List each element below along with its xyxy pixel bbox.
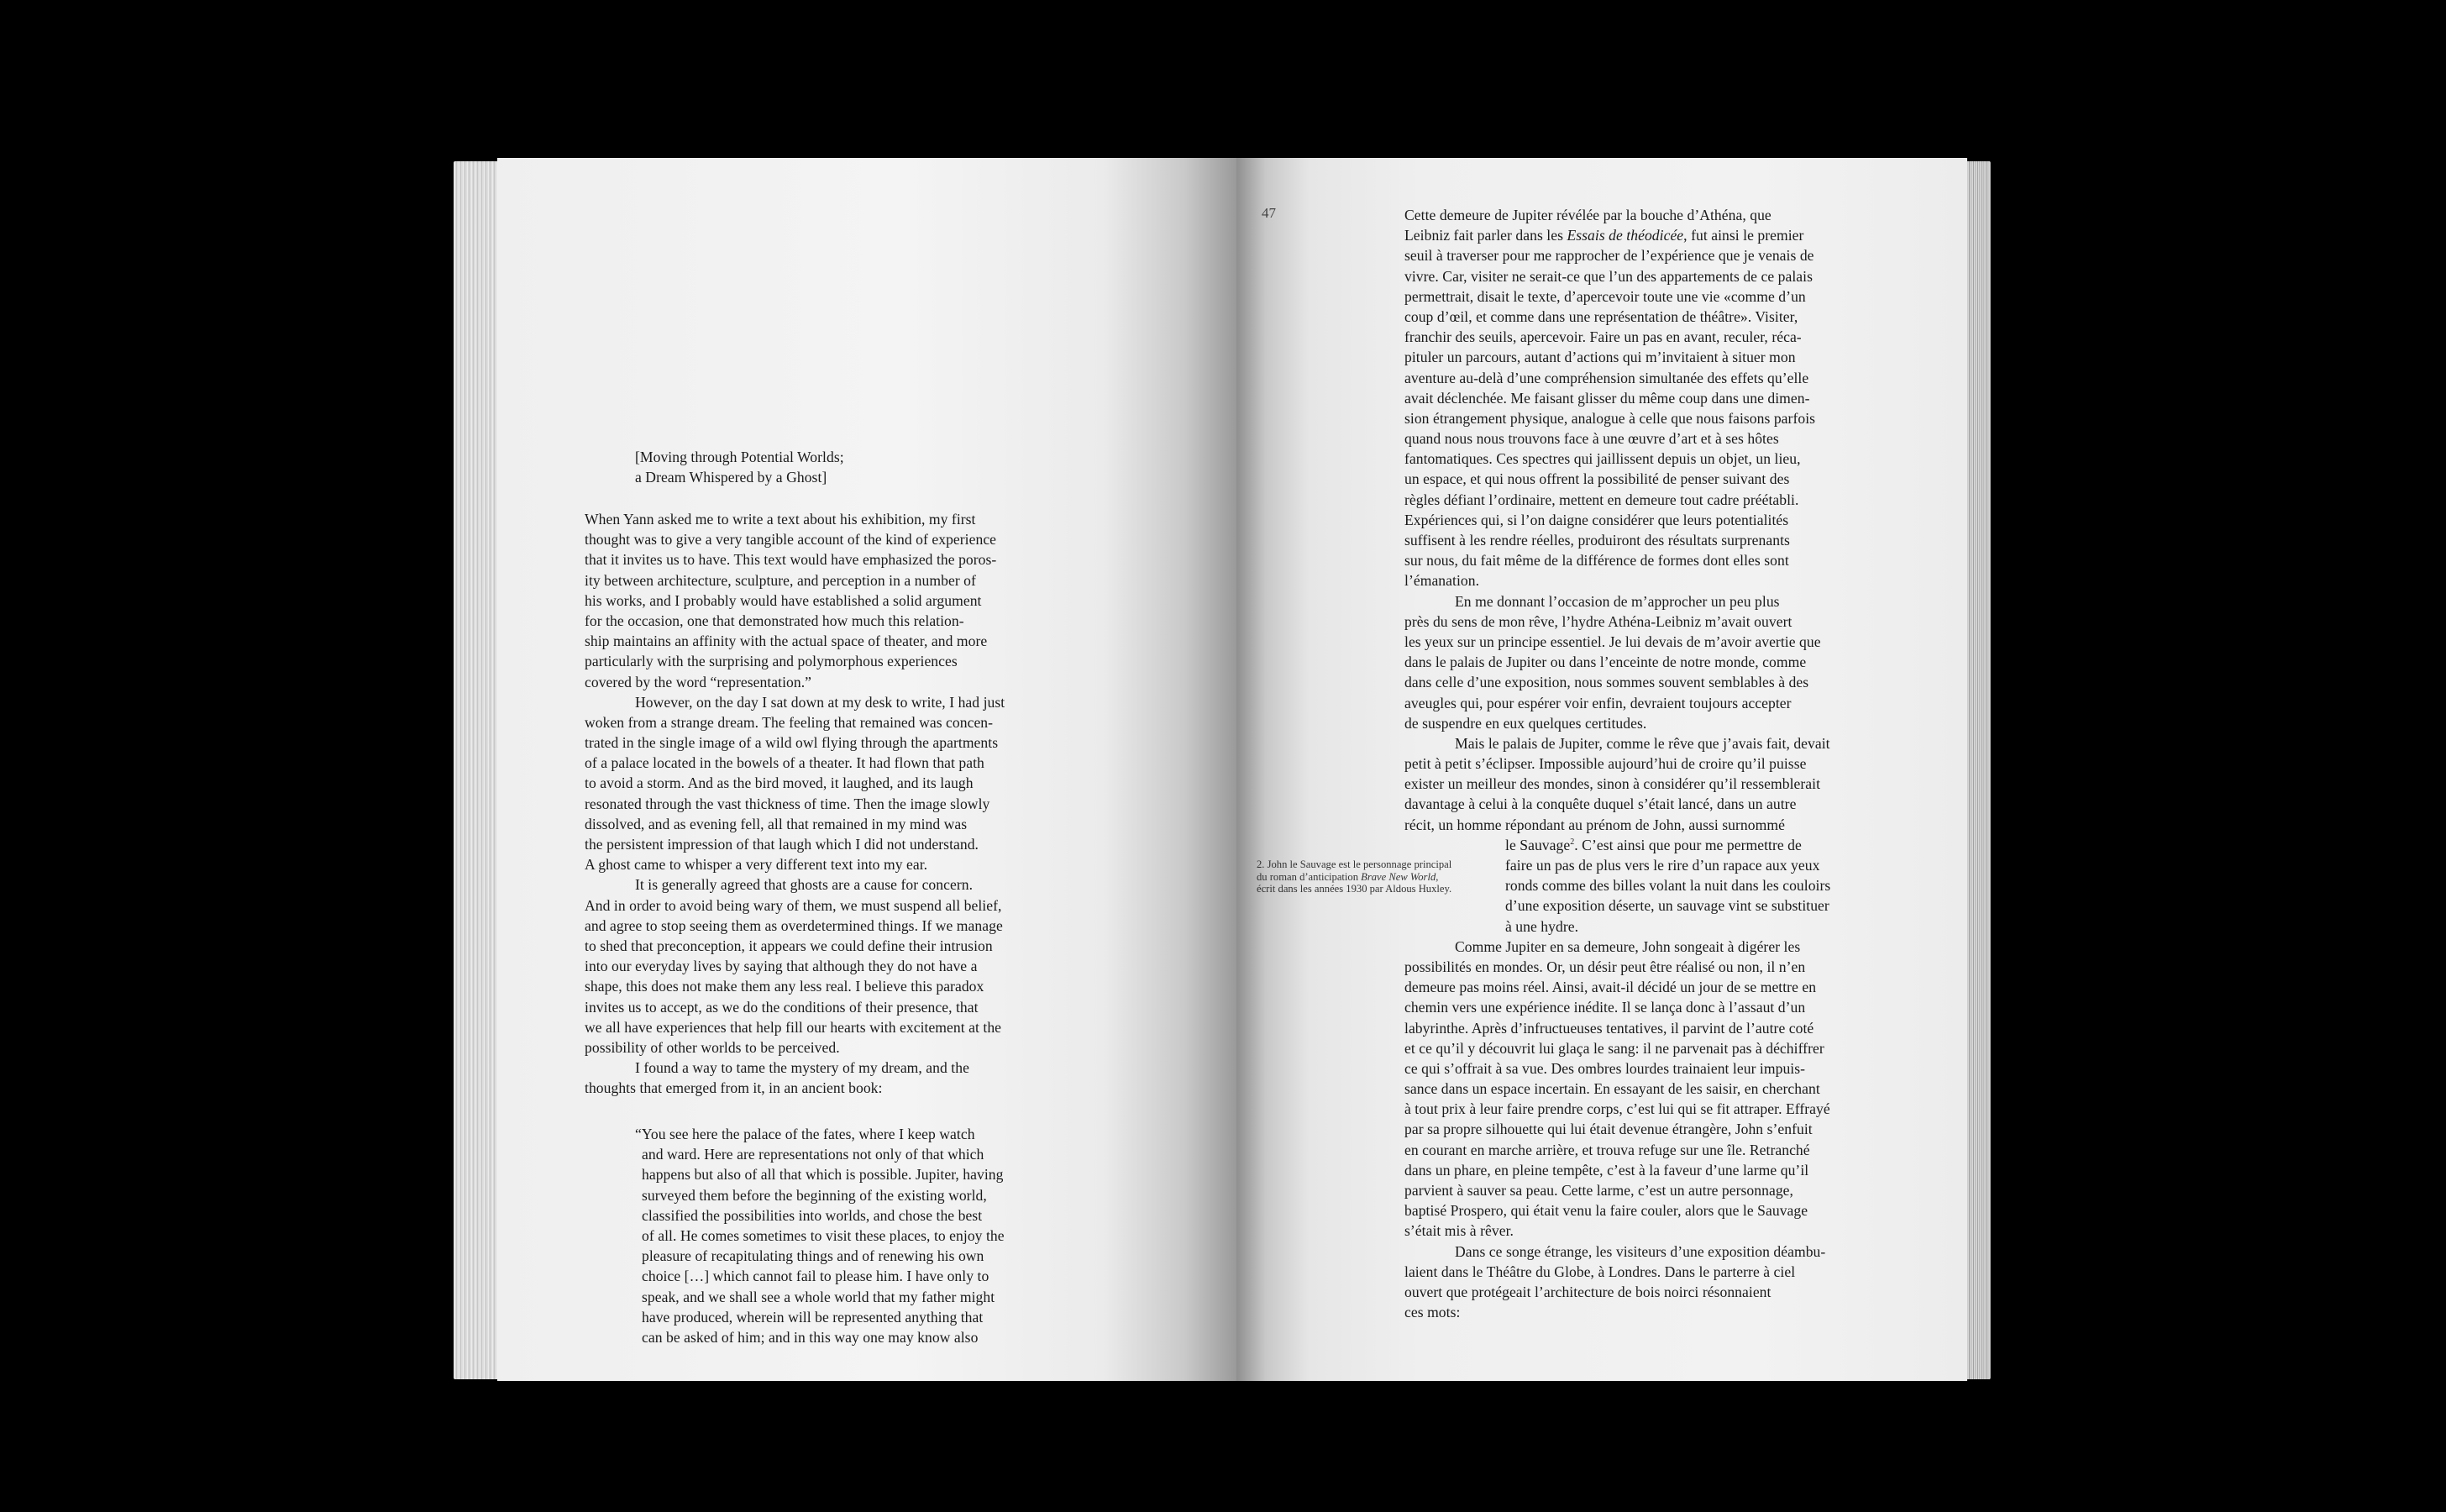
text-line: parvient à sauver sa peau. Cette larme, c’est un autre personnage, xyxy=(1404,1182,1793,1199)
text-line: Dans ce songe étrange, les visiteurs d’une exposition déambu- xyxy=(1455,1242,1826,1260)
footnote xyxy=(1257,858,1451,895)
right-page xyxy=(1236,158,1967,1381)
text-line: of all. He comes sometimes to visit these places, to enjoy the xyxy=(642,1226,1005,1244)
text-line: faire un pas de plus vers le rire d’un rapace aux yeux xyxy=(1505,857,1820,874)
text-line: fantomatiques. Ces spectres qui jaillissent depuis un objet, un lieu, xyxy=(1404,450,1801,468)
text-line: pituler un parcours, autant d’actions qui m’invitaient à situer mon xyxy=(1404,349,1796,366)
text-line: en courant en marche arrière, et trouva refuge sur une île. Retranché xyxy=(1404,1141,1810,1158)
text-line: les yeux sur un principe essentiel. Je lui devais de m’avoir avertie que xyxy=(1404,633,1821,650)
text-line: seuil à traverser pour me rapprocher de l’expérience que je venais de xyxy=(1404,247,1814,265)
text-line: we all have experiences that help fill our hearts with excitement at the xyxy=(585,1018,1002,1036)
text-line: l’émanation. xyxy=(1404,572,1480,590)
text-line: of a palace located in the bowels of a theater. It had flown that path xyxy=(585,754,984,772)
text-line: par sa propre silhouette qui lui était devenue étrangère, John s’enfuit xyxy=(1404,1121,1813,1138)
text-line: surveyed them before the beginning of the existing world, xyxy=(642,1186,987,1204)
text-line: ity between architecture, sculpture, and perception in a number of xyxy=(585,571,976,589)
text-line: speak, and we shall see a whole world that my father might xyxy=(642,1288,995,1305)
text-line: Leibniz fait parler dans les Essais de théodicée, fut ainsi le premier xyxy=(1404,227,1804,244)
footnote-line: écrit dans les années 1930 par Aldous Huxley. xyxy=(1257,883,1452,895)
text-line: s’était mis à rêver. xyxy=(1404,1222,1514,1240)
text-line: baptisé Prospero, qui était venu la faire couler, alors que le Sauvage xyxy=(1404,1202,1808,1220)
text-line: classified the possibilities into worlds, and chose the best xyxy=(642,1206,983,1224)
text-line: près du sens de mon rêve, l’hydre Athéna-Leibniz m’avait ouvert xyxy=(1404,612,1793,630)
text-line: ces mots: xyxy=(1404,1304,1461,1321)
left-page xyxy=(497,158,1236,1381)
text-line: invites us to accept, as we do the conditions of their presence, that xyxy=(585,998,979,1016)
text-line: d’une exposition déserte, un sauvage vint se substituer xyxy=(1505,897,1829,915)
text-line: chemin vers une expérience inédite. Il se lança donc à l’assaut d’un xyxy=(1404,999,1806,1016)
text-line: ronds comme des billes volant la nuit dans les couloirs xyxy=(1505,877,1831,895)
text-line: exister un meilleur des mondes, sinon à considérer qu’il ressemblerait xyxy=(1404,775,1821,793)
text-line: and agree to stop seeing them as overdetermined things. If we manage xyxy=(585,916,1003,934)
text-line: his works, and I probably would have established a solid argument xyxy=(585,591,982,609)
text-line: woken from a strange dream. The feeling that remained was concen- xyxy=(585,713,994,731)
text-line: à une hydre. xyxy=(1505,917,1579,935)
title-line: [Moving through Potential Worlds; xyxy=(635,449,844,465)
text-line: However, on the day I sat down at my desk to write, I had just xyxy=(635,693,1005,711)
text-line: Expériences qui, si l’on daigne considérer que leurs potentialités xyxy=(1404,511,1789,528)
text-line: laient dans le Théâtre du Globe, à Londres. Dans le parterre à ciel xyxy=(1404,1263,1796,1280)
text-line: dans le palais de Jupiter ou dans l’enceinte de notre monde, comme xyxy=(1404,654,1807,671)
text-line: pleasure of recapitulating things and of renewing his own xyxy=(642,1247,984,1265)
text-line: aveugles qui, pour espérer voir enfin, devraient toujours accepter xyxy=(1404,694,1792,711)
text-line: franchir des seuils, apercevoir. Faire un pas en avant, reculer, réca- xyxy=(1404,328,1802,346)
essay-title xyxy=(635,447,844,487)
footnote-line: du roman d’anticipation Brave New World, xyxy=(1257,870,1439,883)
text-line: En me donnant l’occasion de m’approcher un peu plus xyxy=(1455,592,1780,610)
text-line: that it invites us to have. This text would have emphasized the poros- xyxy=(585,551,997,569)
text-line: possibility of other worlds to be perceived. xyxy=(585,1038,840,1056)
text-line: possibilités en mondes. Or, un désir peut être réalisé ou non, il n’en xyxy=(1404,958,1806,975)
text-line: A ghost came to whisper a very different text into my ear. xyxy=(585,856,928,874)
text-line: ce qui s’offrait à sa vue. Des ombres lourdes trainaient leur impuis- xyxy=(1404,1059,1806,1077)
text-line: shape, this does not make them any less real. I believe this paradox xyxy=(585,978,984,995)
text-line: le Sauvage$^2$. C’est ainsi que pour me permettre de xyxy=(1505,836,1802,853)
text-line: un espace, et qui nous offrent la possibilité de penser suivant des xyxy=(1404,470,1790,488)
text-line: have produced, wherein will be represented anything that xyxy=(642,1308,984,1326)
text-line: Comme Jupiter en sa demeure, John songeait à digérer les xyxy=(1455,937,1801,955)
text-line: récit, un homme répondant au prénom de John, aussi surnommé xyxy=(1404,816,1785,833)
text-line: dans celle d’une exposition, nous sommes souvent semblables à des xyxy=(1404,674,1809,691)
text-line: When Yann asked me to write a text about his exhibition, my first xyxy=(585,511,976,528)
right-body-text xyxy=(1404,205,1830,1322)
text-line: for the occasion, one that demonstrated how much this relation- xyxy=(585,612,964,629)
text-line: quand nous nous trouvons face à une œuvre d’art et à ses hôtes xyxy=(1404,430,1779,448)
text-line: I found a way to tame the mystery of my dream, and the xyxy=(635,1059,969,1077)
text-line: thought was to give a very tangible account of the kind of experience xyxy=(585,531,997,549)
text-line: resonated through the vast thickness of time. Then the image slowly xyxy=(585,795,990,812)
text-line: particularly with the surprising and polymorphous experiences xyxy=(585,653,958,670)
text-line: ship maintains an affinity with the actual space of theater, and more xyxy=(585,633,988,650)
text-line: règles défiant l’ordinaire, mettent en demeure tout cadre préétabli. xyxy=(1404,491,1799,508)
text-line: to shed that preconception, it appears we could define their intrusion xyxy=(585,937,993,954)
text-line: sance dans un espace incertain. En essayant de les saisir, en cherchant xyxy=(1404,1080,1820,1098)
text-line: Cette demeure de Jupiter révélée par la bouche d’Athéna, que xyxy=(1404,207,1772,223)
text-line: trated in the single image of a wild owl flying through the apartments xyxy=(585,734,999,752)
text-line: vivre. Car, visiter ne serait-ce que l’un des appartements de ce palais xyxy=(1404,267,1813,285)
text-line: “You see here the palace of the fates, where I keep watch xyxy=(635,1126,975,1142)
text-line: ouvert que protégeait l’architecture de bois noirci résonnaient xyxy=(1404,1283,1772,1300)
text-line: and ward. Here are representations not only of that which xyxy=(642,1146,984,1163)
text-line: dans un phare, en pleine tempête, c’est à la faveur d’une larme qu’il xyxy=(1404,1161,1809,1179)
text-line: happens but also of all that which is possible. Jupiter, having xyxy=(642,1166,1004,1184)
text-line: coup d’œil, et comme dans une représentation de théâtre». Visiter, xyxy=(1404,307,1798,325)
open-book-spread xyxy=(454,158,1991,1381)
text-line: sion étrangement physique, analogue à celle que nous faisons parfois xyxy=(1404,409,1816,427)
page-number: 47 xyxy=(1262,205,1276,221)
left-body-text xyxy=(585,509,1005,1098)
text-line: de suspendre en eux quelques certitudes. xyxy=(1404,714,1647,732)
text-line: sur nous, du fait même de la différence de formes dont elles sont xyxy=(1404,552,1789,570)
text-line: can be asked of him; and in this way one may know also xyxy=(642,1328,979,1346)
text-line: permettrait, disait le texte, d’apercevoir toute une vie «comme d’un xyxy=(1404,287,1806,305)
text-line: covered by the word “representation.” xyxy=(585,673,812,690)
text-line: choice […] which cannot fail to please him. I have only to xyxy=(642,1268,989,1285)
text-line: labyrinthe. Après d’infructueuses tentatives, il parvint de l’autre coté xyxy=(1404,1019,1814,1037)
text-line: Mais le palais de Jupiter, comme le rêve que j’avais fait, devait xyxy=(1455,734,1830,752)
left-page-edges xyxy=(454,161,502,1379)
text-line: to avoid a storm. And as the bird moved, it laughed, and its laugh xyxy=(585,774,974,792)
text-line: dissolved, and as evening fell, all that remained in my mind was xyxy=(585,815,968,832)
text-line: avait déclenchée. Me faisant glisser du même coup dans une dimen- xyxy=(1404,389,1810,407)
text-line: the persistent impression of that laugh which I did not understand. xyxy=(585,836,979,853)
text-line: suffisent à les rendre réelles, produiront des résultats surprenants xyxy=(1404,532,1790,549)
text-line: thoughts that emerged from it, in an ancient book: xyxy=(585,1079,883,1097)
footnote-line: 2. John le Sauvage est le personnage principal xyxy=(1257,858,1452,870)
text-line: aventure au-delà d’une compréhension simultanée des effets qu’elle xyxy=(1404,369,1809,386)
text-line: demeure pas moins réel. Ainsi, avait-il décidé un jour de se mettre en xyxy=(1404,979,1817,996)
title-line: a Dream Whispered by a Ghost] xyxy=(635,469,827,486)
text-line: à tout prix à leur faire prendre corps, c’est lui qui se fit attraper. Effrayé xyxy=(1404,1100,1830,1118)
text-line: And in order to avoid being wary of them, we must suspend all belief, xyxy=(585,896,1002,914)
text-line: into our everyday lives by saying that although they do not have a xyxy=(585,958,978,975)
text-line: davantage à celui à la conquête duquel s’était lancé, dans un autre xyxy=(1404,795,1797,813)
text-line: petit à petit s’éclipser. Impossible aujourd’hui de croire qu’il puisse xyxy=(1404,755,1807,773)
text-line: et ce qu’il y découvrit lui glaça le sang: il ne parvenait pas à déchiffrer xyxy=(1404,1039,1824,1057)
right-page-edges xyxy=(1966,161,1991,1379)
text-line: It is generally agreed that ghosts are a cause for concern. xyxy=(635,876,974,894)
block-quote xyxy=(635,1124,1005,1347)
